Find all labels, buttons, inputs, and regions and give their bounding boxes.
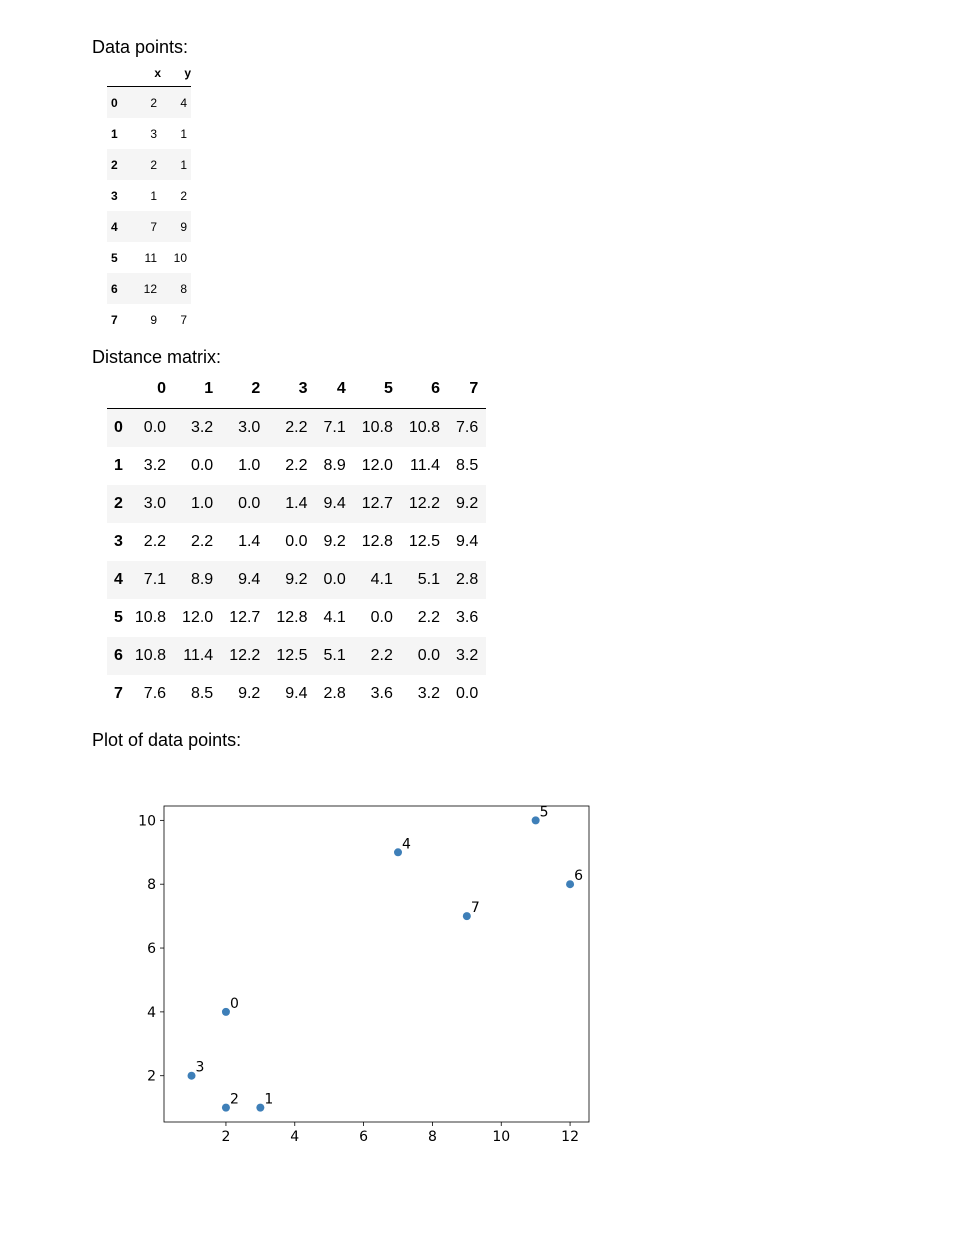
- cell-y: 7: [180, 312, 187, 327]
- distance-cell: 3.2: [456, 647, 479, 664]
- cell-x: 2: [150, 157, 157, 172]
- cell-x: 12: [143, 281, 157, 296]
- distance-cell: 4.1: [323, 609, 346, 626]
- distance-cell: 0.0: [285, 533, 308, 550]
- column-header-y: y: [184, 66, 191, 80]
- distance-cell: 9.2: [285, 571, 308, 588]
- distance-cell: 12.8: [361, 533, 393, 550]
- row-index: 5: [114, 609, 123, 626]
- distance-cell: 3.2: [143, 457, 167, 474]
- data-point-7: [463, 912, 471, 920]
- distance-matrix-table: [107, 370, 486, 713]
- distance-cell: 2.8: [323, 685, 346, 702]
- distance-cell: 2.8: [456, 571, 479, 588]
- cell-y: 1: [180, 126, 187, 141]
- data-point-6: [566, 880, 574, 888]
- point-label-7: 7: [470, 900, 480, 917]
- distance-cell: 9.2: [238, 685, 261, 702]
- distance-cell: 2.2: [417, 609, 440, 626]
- table-row: [107, 637, 486, 675]
- distance-cell: 7.1: [323, 419, 346, 436]
- distance-cell: 0.0: [417, 647, 440, 664]
- table-row: [107, 87, 191, 119]
- y-tick-label: 4: [147, 1004, 156, 1021]
- distance-cell: 2.2: [190, 533, 214, 550]
- cell-x: 7: [150, 219, 157, 234]
- data-point-1: [256, 1104, 264, 1112]
- distance-cell: 5.1: [417, 571, 440, 588]
- distance-cell: 2.2: [143, 533, 167, 550]
- distance-cell: 1.0: [238, 457, 261, 474]
- x-tick-label: 2: [221, 1129, 231, 1145]
- distance-cell: 3.6: [370, 685, 393, 702]
- distance-cell: 1.0: [190, 495, 214, 512]
- distance-cell: 8.9: [190, 571, 214, 588]
- cell-x: 3: [150, 126, 157, 141]
- distance-cell: 0.0: [238, 495, 261, 512]
- cell-x: 1: [150, 188, 157, 203]
- distance-matrix-heading: Distance matrix:: [92, 347, 222, 367]
- point-label-5: 5: [539, 804, 549, 821]
- distance-cell: 1.4: [238, 533, 261, 550]
- table-row: [107, 523, 486, 561]
- table-header-row: [107, 60, 191, 87]
- cell-x: 2: [150, 95, 157, 110]
- data-point-2: [222, 1104, 230, 1112]
- column-header-1: 1: [204, 380, 214, 397]
- cell-y: 2: [180, 188, 187, 203]
- distance-cell: 12.2: [408, 495, 440, 512]
- column-header-3: 3: [298, 380, 308, 397]
- plot-heading: Plot of data points:: [92, 730, 242, 750]
- distance-cell: 11.4: [410, 457, 440, 474]
- distance-cell: 9.4: [323, 495, 346, 512]
- row-index: 5: [111, 250, 118, 265]
- column-header-2: 2: [251, 380, 261, 397]
- table-row: [107, 211, 191, 242]
- row-index: 6: [111, 281, 118, 296]
- column-header-5: 5: [383, 380, 393, 397]
- table-row: [107, 149, 191, 180]
- distance-cell: 9.2: [323, 533, 346, 550]
- cell-y: 1: [180, 157, 187, 172]
- row-index: 0: [114, 419, 123, 436]
- distance-cell: 3.2: [417, 685, 440, 702]
- distance-cell: 12.0: [182, 609, 214, 626]
- distance-cell: 10.8: [134, 647, 167, 664]
- data-points-table: [107, 60, 191, 335]
- distance-cell: 0.0: [143, 419, 167, 436]
- row-index: 3: [114, 533, 123, 550]
- table-row: [107, 599, 486, 637]
- distance-cell: 8.9: [323, 457, 346, 474]
- plot-frame: [164, 806, 589, 1122]
- cell-x: 11: [144, 250, 157, 265]
- point-label-0: 0: [229, 995, 239, 1012]
- row-index: 3: [111, 188, 118, 203]
- point-label-4: 4: [402, 836, 411, 853]
- data-point-0: [222, 1008, 230, 1016]
- x-tick-label: 10: [492, 1129, 511, 1145]
- table-row: [107, 118, 191, 149]
- distance-cell: 12.5: [408, 533, 440, 550]
- table-row: [107, 561, 486, 599]
- distance-cell: 10.8: [134, 609, 167, 626]
- index-header: [107, 60, 131, 87]
- table-row: [107, 273, 191, 304]
- point-label-2: 2: [229, 1091, 239, 1108]
- table-row: [107, 447, 486, 485]
- distance-cell: 8.5: [456, 457, 479, 474]
- x-tick-label: 8: [427, 1129, 437, 1145]
- table-row: [107, 675, 486, 713]
- row-index: 4: [114, 571, 123, 588]
- distance-cell: 12.8: [276, 609, 308, 626]
- column-header-4: 4: [336, 380, 346, 397]
- distance-cell: 12.2: [229, 647, 261, 664]
- table-row: [107, 409, 486, 448]
- distance-cell: 9.4: [456, 533, 479, 550]
- x-tick-label: 4: [290, 1129, 300, 1145]
- table-row: [107, 180, 191, 211]
- distance-cell: 3.0: [143, 495, 167, 512]
- distance-cell: 0.0: [323, 571, 346, 588]
- row-index: 7: [114, 685, 123, 702]
- point-label-6: 6: [574, 868, 583, 885]
- table-row: [107, 242, 191, 273]
- point-label-3: 3: [195, 1059, 205, 1076]
- row-index: 6: [114, 647, 123, 664]
- scatter-plot: [120, 790, 600, 1160]
- row-index: 1: [111, 126, 118, 141]
- distance-cell: 9.2: [456, 495, 479, 512]
- distance-cell: 1.4: [285, 495, 308, 512]
- data-point-4: [394, 848, 402, 856]
- distance-cell: 2.2: [285, 457, 308, 474]
- column-header-0: 0: [157, 380, 167, 397]
- distance-cell: 7.6: [143, 685, 167, 702]
- distance-cell: 3.6: [456, 609, 479, 626]
- column-header-x: x: [154, 66, 161, 80]
- cell-y: 9: [180, 219, 187, 234]
- distance-cell: 10.8: [408, 419, 440, 436]
- table-row: [107, 485, 486, 523]
- row-index: 1: [114, 457, 123, 474]
- x-tick-label: 6: [359, 1129, 369, 1145]
- point-label-1: 1: [264, 1091, 274, 1108]
- row-index: 4: [111, 219, 118, 234]
- distance-cell: 7.1: [143, 571, 167, 588]
- distance-cell: 12.0: [361, 457, 393, 474]
- distance-cell: 10.8: [361, 419, 393, 436]
- cell-y: 4: [180, 95, 187, 110]
- distance-cell: 0.0: [190, 457, 214, 474]
- distance-cell: 3.2: [190, 419, 214, 436]
- data-points-heading: Data points:: [92, 37, 189, 57]
- distance-cell: 0.0: [456, 685, 479, 702]
- distance-cell: 2.2: [370, 647, 393, 664]
- distance-cell: 3.0: [238, 419, 261, 436]
- row-index: 7: [111, 312, 118, 327]
- distance-cell: 12.7: [229, 609, 261, 626]
- cell-y: 10: [173, 250, 187, 265]
- data-point-3: [188, 1072, 196, 1080]
- y-tick-label: 10: [138, 813, 156, 830]
- column-header-7: 7: [469, 380, 479, 397]
- y-tick-label: 6: [147, 941, 156, 958]
- distance-cell: 11.4: [183, 647, 214, 664]
- row-index: 2: [111, 157, 118, 172]
- row-index: 2: [114, 495, 123, 512]
- cell-y: 8: [180, 281, 187, 296]
- distance-cell: 9.4: [285, 685, 308, 702]
- distance-cell: 8.5: [190, 685, 214, 702]
- distance-cell: 12.5: [276, 647, 308, 664]
- distance-cell: 0.0: [370, 609, 393, 626]
- distance-cell: 4.1: [370, 571, 393, 588]
- data-point-5: [532, 816, 540, 824]
- x-tick-label: 12: [561, 1129, 579, 1145]
- cell-x: 9: [150, 312, 157, 327]
- column-header-6: 6: [431, 380, 440, 397]
- table-header-row: [107, 370, 486, 409]
- distance-cell: 12.7: [361, 495, 393, 512]
- table-row: [107, 304, 191, 335]
- distance-cell: 7.6: [456, 419, 479, 436]
- y-tick-label: 2: [147, 1068, 156, 1085]
- distance-cell: 5.1: [323, 647, 346, 664]
- distance-cell: 2.2: [285, 419, 308, 436]
- distance-cell: 9.4: [238, 571, 261, 588]
- y-tick-label: 8: [147, 877, 156, 894]
- row-index: 0: [111, 95, 118, 110]
- index-header: [107, 370, 127, 409]
